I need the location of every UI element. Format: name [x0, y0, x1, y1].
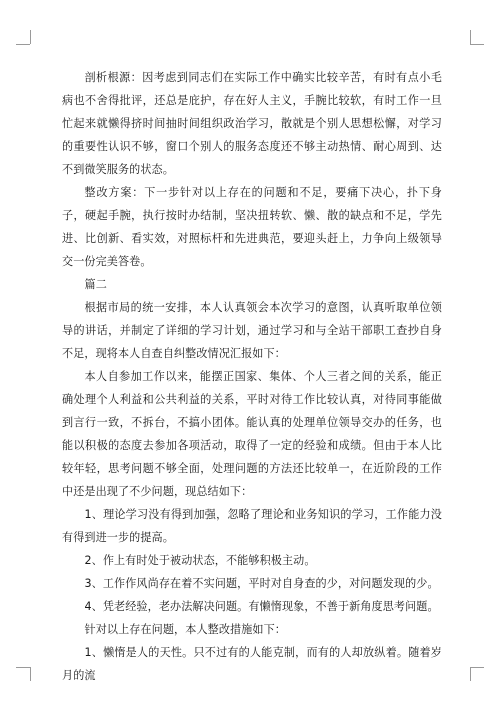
- list-item-4: 4、凭老经验，老办法解决问题。有懒惰现象，不善于新角度思考问题。: [84, 600, 439, 613]
- measure-item-1: 1、懒惰是人的天性。只不过有的人能克制，而有的人却放纵着。随着岁月的流: [62, 646, 442, 682]
- paragraph-intro: 根据市局的统一安排，本人认真领会本次学习的意图，认真听取单位领导的讲话，并制定了详细的学习计划，通过学习和与全站干部职工查抄自身不足，现将本人自查自纠整改情况汇报如下：: [62, 301, 442, 360]
- list-item-2: 2、作上有时处于被动状态，不能够积极主动。: [84, 554, 316, 567]
- paragraph-self-review: 本人自参加工作以来，能摆正国家、集体、个人三者之间的关系，能正确处理个人利益和公共利益的关系，平时对待工作比较认真，对待同事能做到言行一致，不拆台，不搞小团体。能认真的处理单位领导交办的任务，也能以积极的态度去参加各项活动，取得了一定的经验和成绩。但由于本人比较年轻，思考问题不够全面，处理问题的方法还比较单一，在近阶段的工作中还是出现了不少问题，现总结如下：: [62, 370, 442, 498]
- paragraph-measures-intro: 针对以上存在问题，本人整改措施如下：: [84, 623, 286, 636]
- section-heading: 篇二: [84, 278, 107, 291]
- list-item-3: 3、工作作风尚存在着不实问题，平时对自身查的少，对问题发现的少。: [84, 577, 439, 590]
- paragraph-rectification-plan: 整改方案：下一步针对以上存在的问题和不足，要痛下决心，扑下身子，硬起手腕，执行按时办结制，坚决扭转软、懒、散的缺点和不足，学先进、比创新、看实效，对照标杆和先进典范，要迎头赶上，力争向上级领导交一份完美答卷。: [62, 186, 442, 268]
- document-body: [62, 66, 442, 687]
- paragraph-root-cause: 剖析根源：因考虑到同志们在实际工作中确实比较辛苦，有时有点小毛病也不舍得批评，还总是庇护，存在好人主义，手腕比较软，有时工作一旦忙起来就懒得挤时间抽时间组织政治学习，散就是个别人思想松懈，对学习的重要性认识不够，窗口个别人的服务态度还不够主动热情、耐心周到、达不到微笑服务的状态。: [62, 71, 442, 176]
- list-item-1: 1、理论学习没有得到加强，忽略了理论和业务知识的学习，工作能力没有得到进一步的提高。: [62, 508, 442, 544]
